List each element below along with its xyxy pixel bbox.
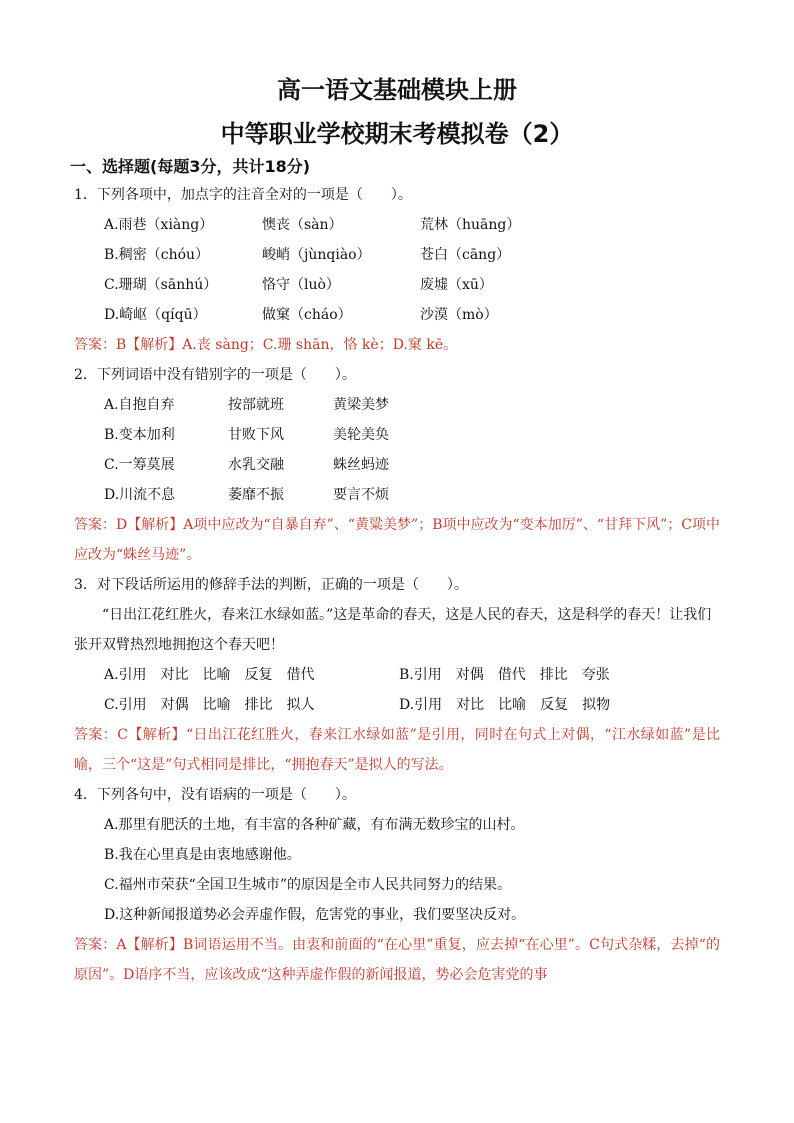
option-cell: 荒林（huāng） xyxy=(420,217,521,233)
option-cell: 甘败下风 xyxy=(228,427,284,443)
option-cell: 废墟（xū） xyxy=(420,277,493,293)
question-3-stem: 3．对下段话所运用的修辞手法的判断，正确的一项是（ ）。 xyxy=(74,577,468,593)
option-cell: D.引用 对比 比喻 反复 拟物 xyxy=(399,697,611,713)
option-cell: B.引用 对偶 借代 排比 夸张 xyxy=(399,667,610,683)
option-cell: 萎靡不振 xyxy=(228,487,284,503)
section-heading: 一、选择题(每题3分，共计18分) xyxy=(70,157,311,176)
question-3-option-row xyxy=(74,690,720,720)
question-1-option-row xyxy=(74,300,720,330)
question-3-answer: 答案：C【解析】“日出江花红胜火，春来江水绿如蓝”是引用，同时在句式上对偶，“江水绿如蓝”是比喻，三个“这是”句式相同是排比，“拥抱春天”是拟人的写法。 xyxy=(74,727,720,773)
option-cell: 恪守（luò） xyxy=(262,277,340,293)
question-2-option-row xyxy=(74,450,720,480)
question-4-answer: 答案：A【解析】B词语运用不当。由衷和前面的“在心里”重复，应去掉“在心里”。C句式杂糅，去掉“的原因”。D语序不当，应该改成“这种弄虚作假的新闻报道，势必会危害党的事 xyxy=(74,937,720,983)
option-cell: 沙漠（mò） xyxy=(420,307,498,323)
question-2-option-row xyxy=(74,420,720,450)
question-4-stem: 4．下列各句中，没有语病的一项是（ ）。 xyxy=(74,787,356,803)
option-cell: B.稠密（chóu） xyxy=(104,247,210,263)
option-cell: 美轮美奂 xyxy=(333,427,389,443)
question-1-option-row xyxy=(74,240,720,270)
option-cell: 做窠（cháo） xyxy=(262,307,352,323)
option-cell: A.雨巷（xiàng） xyxy=(104,217,214,233)
option-cell: C.引用 对偶 比喻 排比 拟人 xyxy=(104,697,315,713)
option-cell: 峻峭（jùnqiào） xyxy=(262,247,371,263)
question-4-option: A.那里有肥沃的土地，有丰富的各种矿藏，有布满无数珍宝的山村。 xyxy=(104,817,525,833)
question-1-option-row xyxy=(74,210,720,240)
question-4-option: C.福州市荣获“全国卫生城市”的原因是全市人民共同努力的结果。 xyxy=(104,877,511,893)
question-2-stem: 2．下列词语中没有错别字的一项是（ ）。 xyxy=(74,367,356,383)
option-cell: D.川流不息 xyxy=(104,487,176,503)
question-2-option-row xyxy=(74,390,720,420)
option-cell: D.崎岖（qíqū） xyxy=(104,307,207,323)
option-cell: 水乳交融 xyxy=(228,457,284,473)
question-2-answer: 答案：D【解析】A项中应改为“自暴自弃”、“黄粱美梦”；B项中应改为“变本加厉”、“甘拜下风”；C项中应改为“蛛丝马迹”。 xyxy=(74,517,720,563)
option-cell: 黄梁美梦 xyxy=(333,397,389,413)
option-cell: 蛛丝蚂迹 xyxy=(333,457,389,473)
option-cell: C.一筹莫展 xyxy=(104,457,175,473)
question-4-option: B.我在心里真是由衷地感谢他。 xyxy=(104,847,301,863)
question-1-stem: 1．下列各项中，加点字的注音全对的一项是（ ）。 xyxy=(74,187,412,203)
question-1-answer: 答案：B【解析】A.丧 sàng；C.珊 shān，恪 kè；D.窠 kē。 xyxy=(74,337,458,353)
question-3-passage: “日出江花红胜火，春来江水绿如蓝。”这是革命的春天，这是人民的春天，这是科学的春天！让我们张开双臂热烈地拥抱这个春天吧！ xyxy=(74,607,712,653)
option-cell: 懊丧（sàn） xyxy=(262,217,343,233)
question-3-option-row xyxy=(74,660,720,690)
page-title: 高一语文基础模块上册 xyxy=(277,76,517,104)
option-cell: C.珊瑚（sānhú） xyxy=(104,277,218,293)
option-cell: 要言不烦 xyxy=(333,487,389,503)
page-subtitle: 中等职业学校期末考模拟卷（2） xyxy=(220,120,574,148)
option-cell: 苍白（cāng） xyxy=(420,247,511,263)
option-cell: B.变本加利 xyxy=(104,427,175,443)
question-2-option-row xyxy=(74,480,720,510)
question-1-option-row xyxy=(74,270,720,300)
option-cell: 按部就班 xyxy=(228,397,284,413)
question-4-option: D.这种新闻报道势必会弄虚作假，危害党的事业，我们要坚决反对。 xyxy=(104,907,526,923)
option-cell: A.自抱自弃 xyxy=(104,397,175,413)
option-cell: A.引用 对比 比喻 反复 借代 xyxy=(104,667,315,683)
